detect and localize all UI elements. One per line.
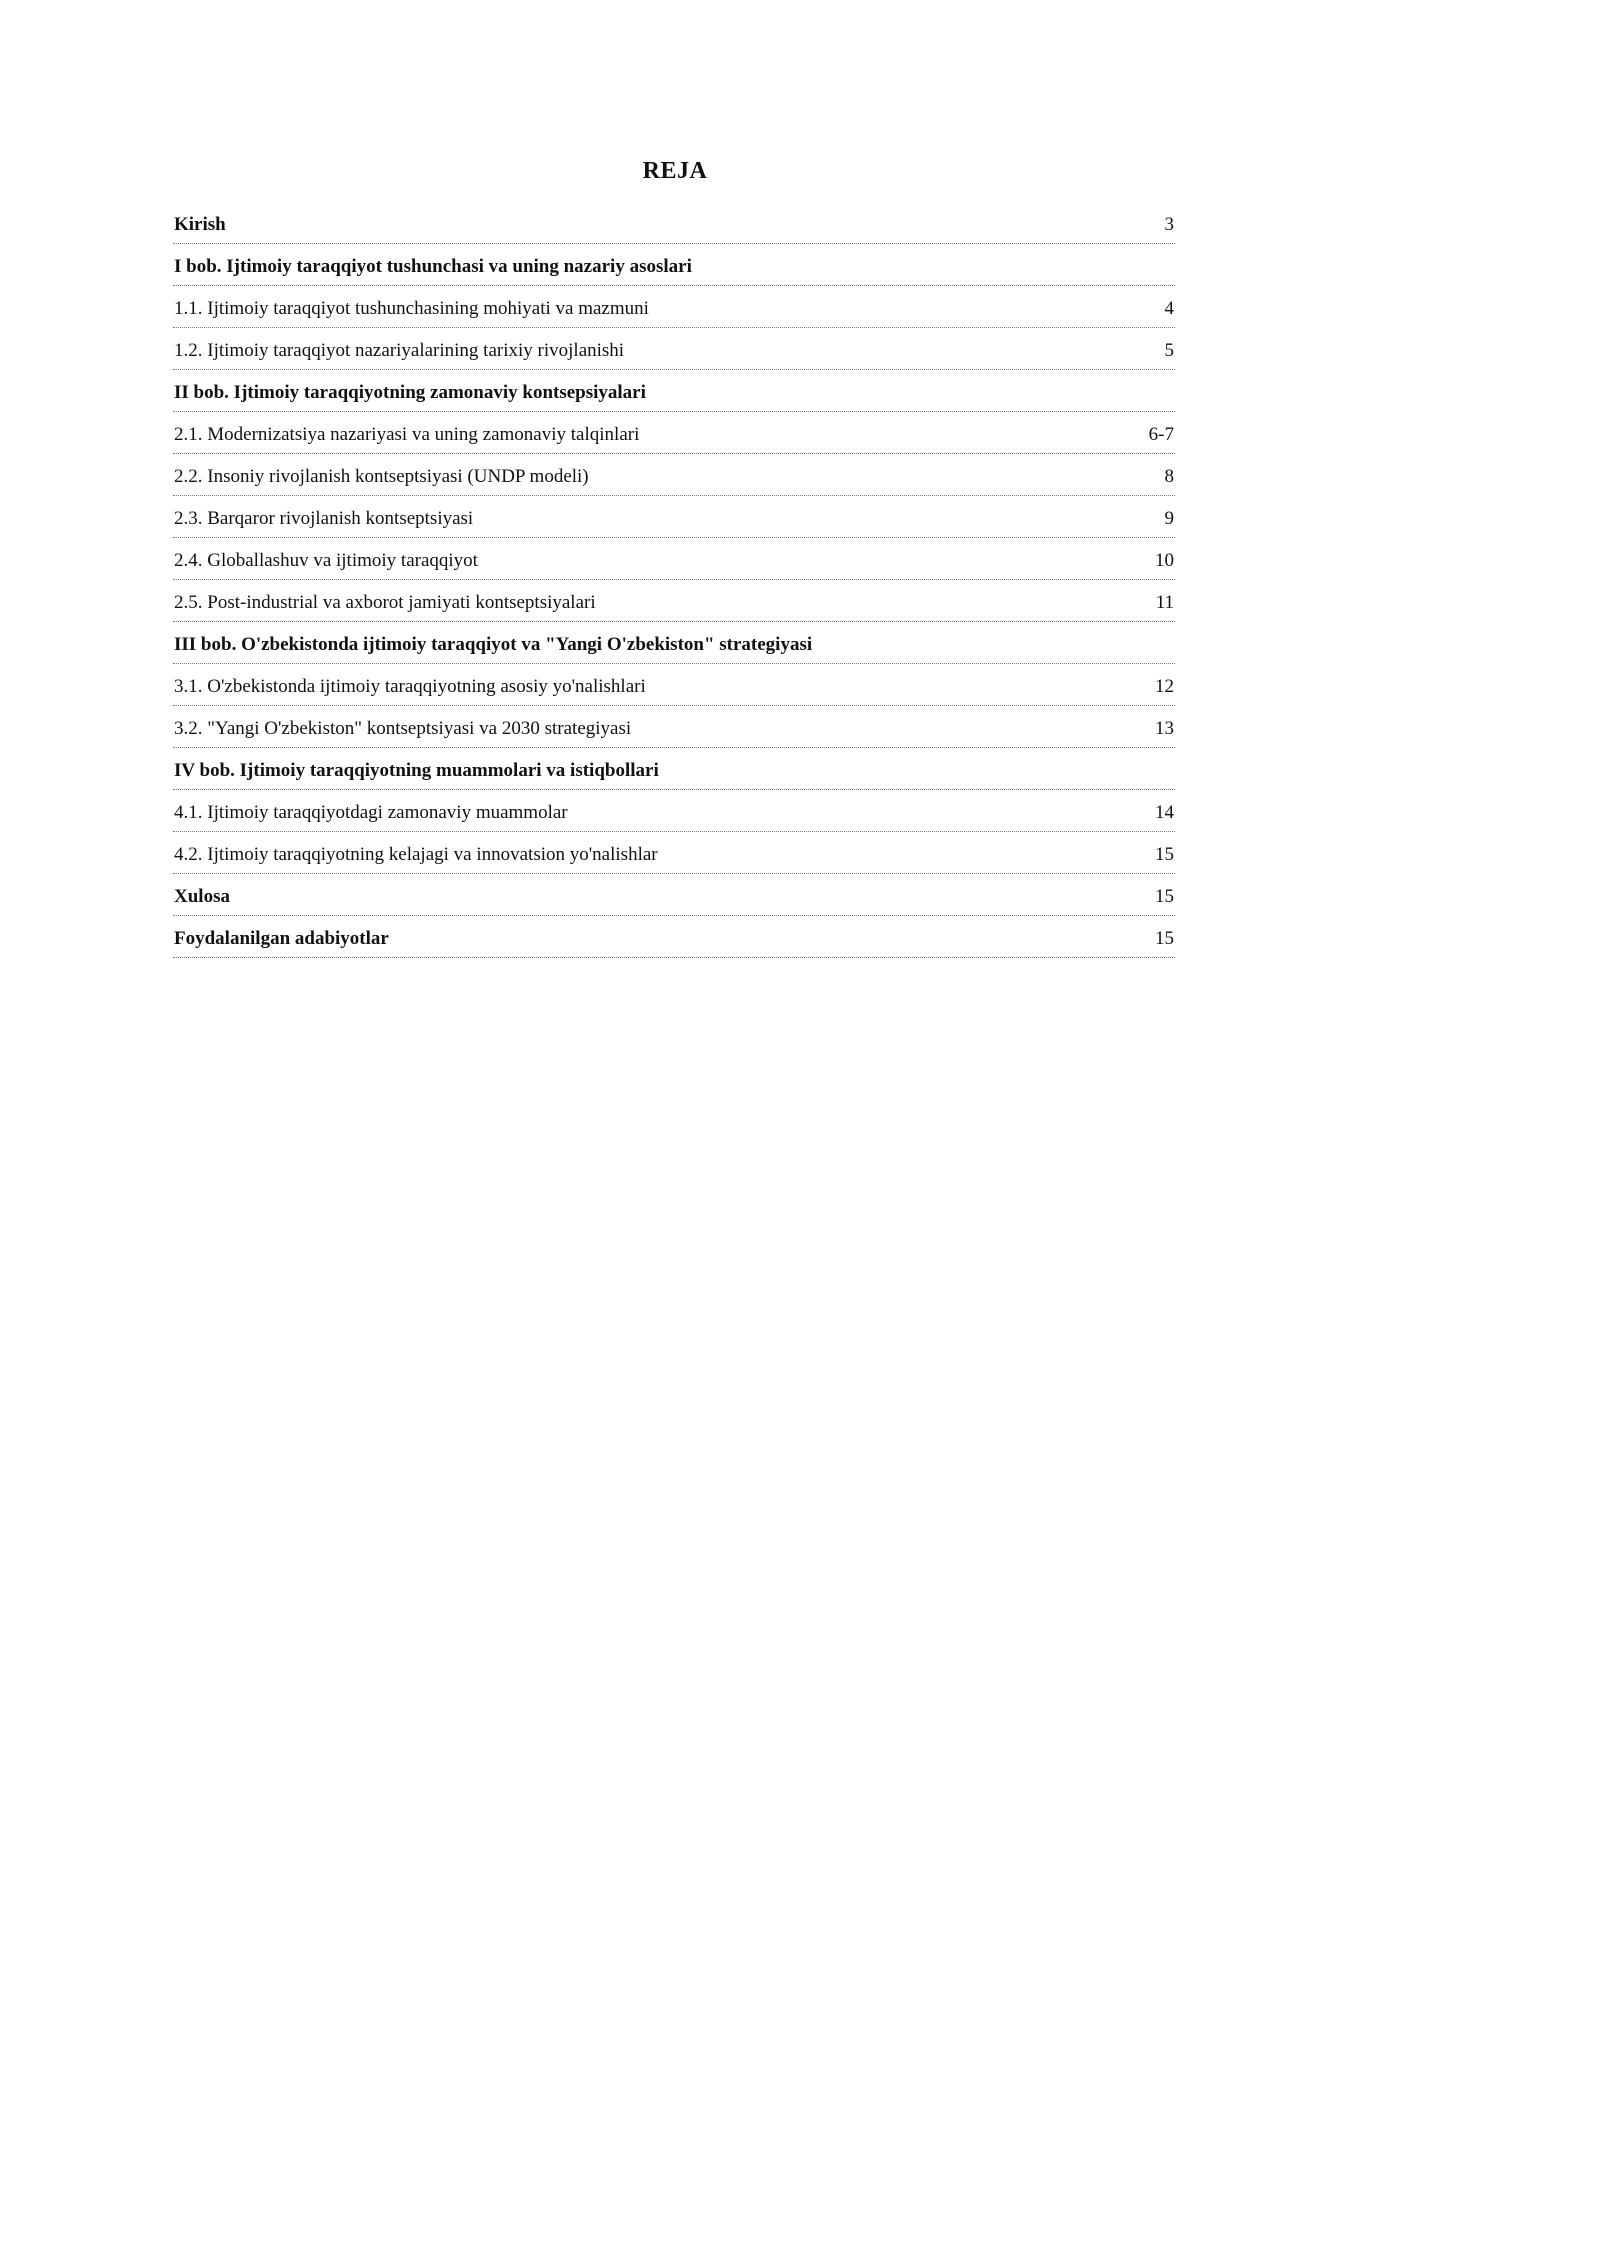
toc-row	[173, 874, 1175, 916]
toc-row	[173, 496, 1175, 538]
toc-entry-label: Xulosa	[174, 886, 230, 907]
toc-row	[173, 664, 1175, 706]
toc-entry-page: 10	[1155, 550, 1174, 571]
toc-entry-page: 11	[1155, 592, 1174, 613]
toc-entry-label: 1.1. Ijtimoiy taraqqiyot tushunchasining mohiyati va mazmuni	[174, 298, 649, 319]
toc-entry-label: 3.1. O'zbekistonda ijtimoiy taraqqiyotning asosiy yo'nalishlari	[174, 676, 646, 697]
toc-entry-page: 5	[1164, 340, 1174, 361]
toc-entry-page: 15	[1155, 886, 1174, 907]
toc-row	[173, 202, 1175, 244]
toc-row	[173, 370, 1175, 412]
toc-entry-label: 2.2. Insoniy rivojlanish kontseptsiyasi (UNDP modeli)	[174, 466, 589, 487]
toc-entry-page: 12	[1155, 676, 1174, 697]
toc-entry-page: 15	[1155, 928, 1174, 949]
toc-entry-page: 6-7	[1148, 424, 1174, 445]
toc-entry-label: 1.2. Ijtimoiy taraqqiyot nazariyalarining tarixiy rivojlanishi	[174, 340, 625, 361]
toc-entry-label: 3.2. "Yangi O'zbekiston" kontseptsiyasi va 2030 strategiyasi	[174, 718, 632, 739]
toc-entry-page: 4	[1164, 298, 1174, 319]
toc-entry-page: 14	[1155, 802, 1174, 823]
toc-entry-page: 9	[1164, 508, 1174, 529]
toc-entry-page: 13	[1155, 718, 1174, 739]
toc-entry-label: Foydalanilgan adabiyotlar	[174, 928, 389, 949]
toc-row	[173, 454, 1175, 496]
table-of-contents	[173, 202, 1175, 958]
toc-row	[173, 748, 1175, 790]
toc-row	[173, 286, 1175, 328]
toc-chapter-label: II bob. Ijtimoiy taraqqiyotning zamonaviy kontsepsiyalari	[174, 382, 646, 403]
toc-entry-page: 3	[1164, 214, 1174, 235]
toc-row	[173, 622, 1175, 664]
toc-row	[173, 706, 1175, 748]
toc-chapter-label: I bob. Ijtimoiy taraqqiyot tushunchasi va uning nazariy asoslari	[174, 256, 692, 277]
toc-entry-label: 2.3. Barqaror rivojlanish kontseptsiyasi	[174, 508, 474, 529]
toc-row	[173, 328, 1175, 370]
toc-entry-label: 4.2. Ijtimoiy taraqqiyotning kelajagi va innovatsion yo'nalishlar	[174, 844, 658, 865]
toc-entry-label: 2.1. Modernizatsiya nazariyasi va uning zamonaviy talqinlari	[174, 424, 640, 445]
toc-row	[173, 790, 1175, 832]
page-title: REJA	[642, 158, 708, 184]
toc-row	[173, 538, 1175, 580]
toc-row	[173, 832, 1175, 874]
toc-entry-page: 15	[1155, 844, 1174, 865]
toc-entry-label: Kirish	[174, 214, 226, 235]
toc-row	[173, 916, 1175, 958]
toc-row	[173, 580, 1175, 622]
toc-row	[173, 412, 1175, 454]
toc-entry-label: 4.1. Ijtimoiy taraqqiyotdagi zamonaviy muammolar	[174, 802, 568, 823]
toc-row	[173, 244, 1175, 286]
toc-entry-page: 8	[1164, 466, 1174, 487]
toc-entry-label: 2.5. Post-industrial va axborot jamiyati kontseptsiyalari	[174, 592, 596, 613]
toc-chapter-label: III bob. O'zbekistonda ijtimoiy taraqqiyot va "Yangi O'zbekiston" strategiyasi	[174, 634, 813, 655]
toc-chapter-label: IV bob. Ijtimoiy taraqqiyotning muammolari va istiqbollari	[174, 760, 659, 781]
toc-entry-label: 2.4. Globallashuv va ijtimoiy taraqqiyot	[174, 550, 478, 571]
